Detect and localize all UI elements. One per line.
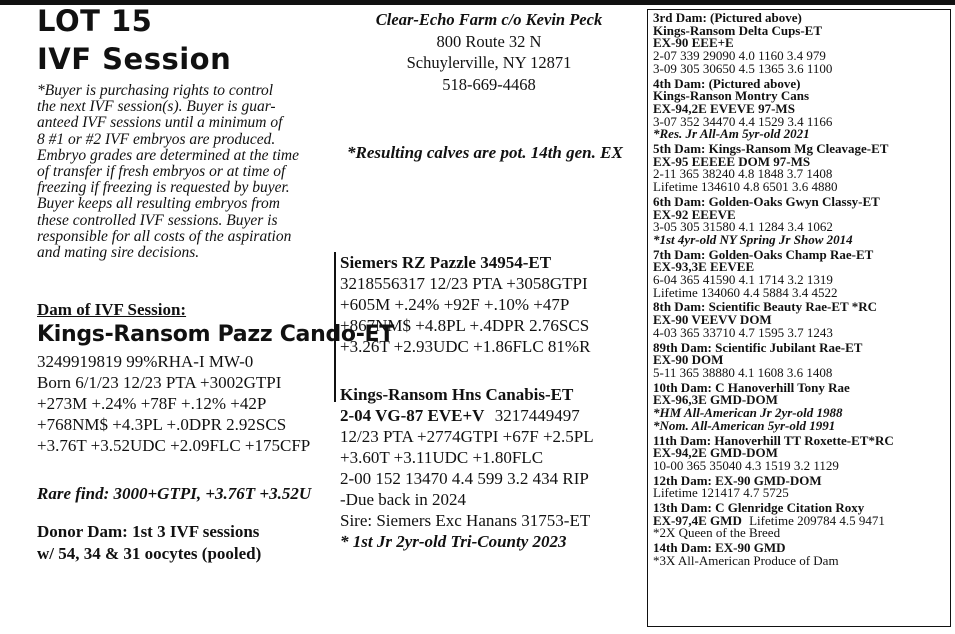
dam-heading: 6th Dam: Golden-Oaks Gwyn Classy-ET <box>653 193 880 209</box>
dam-note: *1st 4yr-old NY Spring Jr Show 2014 <box>653 231 853 247</box>
grand-dam-line: 12/23 PTA +2774GTPI +67F +2.5PL <box>340 427 594 446</box>
dam-record: 3-09 305 30650 4.5 1365 3.6 1100 <box>653 60 833 76</box>
terms-line: Buyer keeps all resulting embryos from <box>37 195 280 213</box>
dam-score: EX-90 DOM <box>653 352 724 368</box>
dam-score: EX-95 EEEEE DOM 97-MS <box>653 153 811 169</box>
dam-entry <box>653 246 950 300</box>
terms-line: anteed IVF sessions until a minimum of <box>37 114 283 132</box>
dam-record: Lifetime 134610 4.8 6501 3.6 4880 <box>653 179 838 195</box>
dam-score: EX-90 VEEVV DOM <box>653 312 772 328</box>
terms-line: responsible for all costs of the aspiration <box>37 227 292 245</box>
dam-name: Kings-Ransom Delta Cups-ET <box>653 22 823 38</box>
farm-contact <box>338 9 640 95</box>
farm-address-line: 800 Route 32 N <box>436 31 542 51</box>
terms-paragraph <box>37 83 337 261</box>
sire-stat-line: +867NM$ +4.8PL +.4DPR 2.76SCS <box>340 316 590 335</box>
dam-heading: 12th Dam: EX-90 GMD-DOM <box>653 472 822 488</box>
dam-name: Kings-Ranson Montry Cans <box>653 88 810 104</box>
dam-entry <box>653 502 950 540</box>
dam-stats <box>37 351 310 456</box>
calves-note: *Resulting calves are pot. 14th gen. EX <box>347 143 623 162</box>
dam-score: EX-90 EEE+E <box>653 35 734 51</box>
dam-stat-line: +3.76T +3.52UDC +2.09FLC +175CFP <box>37 436 311 455</box>
dam-record: 3-05 305 31580 4.1 1284 3.4 1062 <box>653 219 833 235</box>
terms-line: Embryo grades are determined at the time <box>37 146 300 164</box>
pedigree-box <box>647 9 951 627</box>
terms-line: the next IVF session(s). Buyer is guar- <box>37 98 276 116</box>
grand-dam-score: 2-04 VG-87 EVE+V <box>340 406 485 425</box>
dam-heading: 11th Dam: Hanoverhill TT Roxette-ET*RC <box>653 432 894 448</box>
donor-line-1: Donor Dam: 1st 3 IVF sessions <box>37 522 260 541</box>
farm-name: Clear-Echo Farm c/o Kevin Peck <box>375 10 603 29</box>
dam-heading: 8th Dam: Scientific Beauty Rae-ET *RC <box>653 299 877 315</box>
dam-entry <box>653 379 950 433</box>
dam-record: Lifetime 121417 4.7 5725 <box>653 485 789 501</box>
dam-entry <box>653 472 950 501</box>
dam-record: *3X All-American Produce of Dam <box>653 552 839 568</box>
dam-entry <box>653 75 950 142</box>
dam-record: *2X Queen of the Breed <box>653 525 781 541</box>
dam-record: 2-07 339 29090 4.0 1160 3.4 979 <box>653 48 826 64</box>
dam-record: 5-11 365 38880 4.1 1608 3.6 1408 <box>653 364 833 380</box>
dam-score: EX-94,2E EVEVE 97-MS <box>653 100 795 116</box>
dam-heading: 3rd Dam: (Pictured above) <box>653 10 802 25</box>
dam-stat-line: +768NM$ +4.3PL +.0DPR 2.92SCS <box>37 415 287 434</box>
sire-block <box>334 252 590 402</box>
dam-heading: Dam of IVF Session: <box>37 300 187 319</box>
dam-heading: 7th Dam: Golden-Oaks Champ Rae-ET <box>653 246 874 262</box>
grand-dam-line: -Due back in 2024 <box>340 490 467 509</box>
sire-stat-line: +3.26T +2.93UDC +1.86FLC 81%R <box>340 337 591 356</box>
farm-phone: 518-669-4468 <box>442 74 536 94</box>
terms-line: and mating sire decisions. <box>37 244 200 262</box>
grand-dam-id: 3217449497 <box>494 406 580 425</box>
rare-find: Rare find: 3000+GTPI, +3.76T +3.52U <box>37 484 312 503</box>
dam-entry <box>653 432 950 473</box>
grand-dam-award: * 1st Jr 2yr-old Tri-County 2023 <box>340 532 567 551</box>
dam-note: *HM All-American Jr 2yr-old 1988 <box>653 405 843 421</box>
grand-dam-block <box>340 384 594 552</box>
dam-record: 4-03 365 33710 4.7 1595 3.7 1243 <box>653 324 833 340</box>
dam-score: EX-97,4E GMD <box>653 512 742 528</box>
dam-entry <box>653 339 950 380</box>
dam-record: 2-11 365 38240 4.8 1848 3.7 1408 <box>653 166 833 182</box>
dam-entry <box>653 193 950 247</box>
terms-line: *Buyer is purchasing rights to control <box>37 82 274 99</box>
dam-heading: 13th Dam: C Glenridge Citation Roxy <box>653 500 865 516</box>
dam-stat-line: +273M +.24% +78F +.12% +42P <box>37 394 267 413</box>
dam-record: 10-00 365 35040 4.3 1519 3.2 1129 <box>653 457 839 473</box>
dam-heading: 10th Dam: C Hanoverhill Tony Rae <box>653 379 850 395</box>
dam-entry <box>653 301 950 339</box>
dam-stat-line: 3249919819 99%RHA-I MW-0 <box>37 352 254 371</box>
dam-name: Kings-Ransom Pazz Cando-ET <box>37 322 394 347</box>
lot-number: LOT 15 <box>37 4 153 38</box>
farm-city: Schuylerville, NY 12871 <box>406 53 572 72</box>
dam-entry <box>653 542 950 567</box>
dam-lifetime: Lifetime 209784 4.5 9471 <box>749 512 885 528</box>
sire-stat-line: +605M +.24% +92F +.10% +47P <box>340 295 570 314</box>
dam-score: EX-94,2E GMD-DOM <box>653 445 778 461</box>
grand-dam-line: +3.60T +3.11UDC +1.80FLC <box>340 448 544 467</box>
sire-stat-line: 3218556317 12/23 PTA +3058GTPI <box>340 274 588 293</box>
donor-line-2: w/ 54, 34 & 31 oocytes (pooled) <box>37 544 262 563</box>
terms-line: of transfer if fresh embryos or at time of <box>37 163 286 181</box>
lot-subtitle: IVF Session <box>37 42 232 76</box>
sire-name: Siemers RZ Pazzle 34954-ET <box>340 253 552 272</box>
dam-record: 6-04 365 41590 4.1 1714 3.2 1319 <box>653 272 833 288</box>
dam-score: EX-96,3E GMD-DOM <box>653 392 778 408</box>
dam-note: *Nom. All-American 5yr-old 1991 <box>653 417 836 433</box>
grand-dam-line: 2-00 152 13470 4.4 599 3.2 434 RIP <box>340 469 589 488</box>
dam-entry <box>653 12 950 76</box>
lot-title <box>37 5 231 76</box>
dam-record: 3-07 352 34470 4.4 1529 3.4 1166 <box>653 113 833 129</box>
grand-dam-name: Kings-Ransom Hns Canabis-ET <box>340 385 574 404</box>
dam-heading: 89th Dam: Scientific Jubilant Rae-ET <box>653 339 863 355</box>
dam-note: *Res. Jr All-Am 5yr-old 2021 <box>653 126 810 142</box>
dam-heading: 5th Dam: Kings-Ransom Mg Cleavage-ET <box>653 141 889 157</box>
dam-score: EX-93,3E EEVEE <box>653 259 755 275</box>
dam-stat-line: Born 6/1/23 12/23 PTA +3002GTPI <box>37 373 282 392</box>
dam-record: Lifetime 134060 4.4 5884 3.4 4522 <box>653 284 838 300</box>
dam-entry <box>653 143 950 194</box>
dam-heading: 14th Dam: EX-90 GMD <box>653 540 786 556</box>
grand-dam-line: Sire: Siemers Exc Hanans 31753-ET <box>340 511 591 530</box>
terms-line: 8 #1 or #2 IVF embryos are produced. <box>37 130 276 148</box>
dam-score: EX-92 EEEVE <box>653 206 736 222</box>
terms-line: freezing if freezing is requested by buyer. <box>37 179 290 197</box>
terms-line: these controlled IVF sessions. Buyer is <box>37 211 278 229</box>
dam-heading: 4th Dam: (Pictured above) <box>653 75 801 91</box>
